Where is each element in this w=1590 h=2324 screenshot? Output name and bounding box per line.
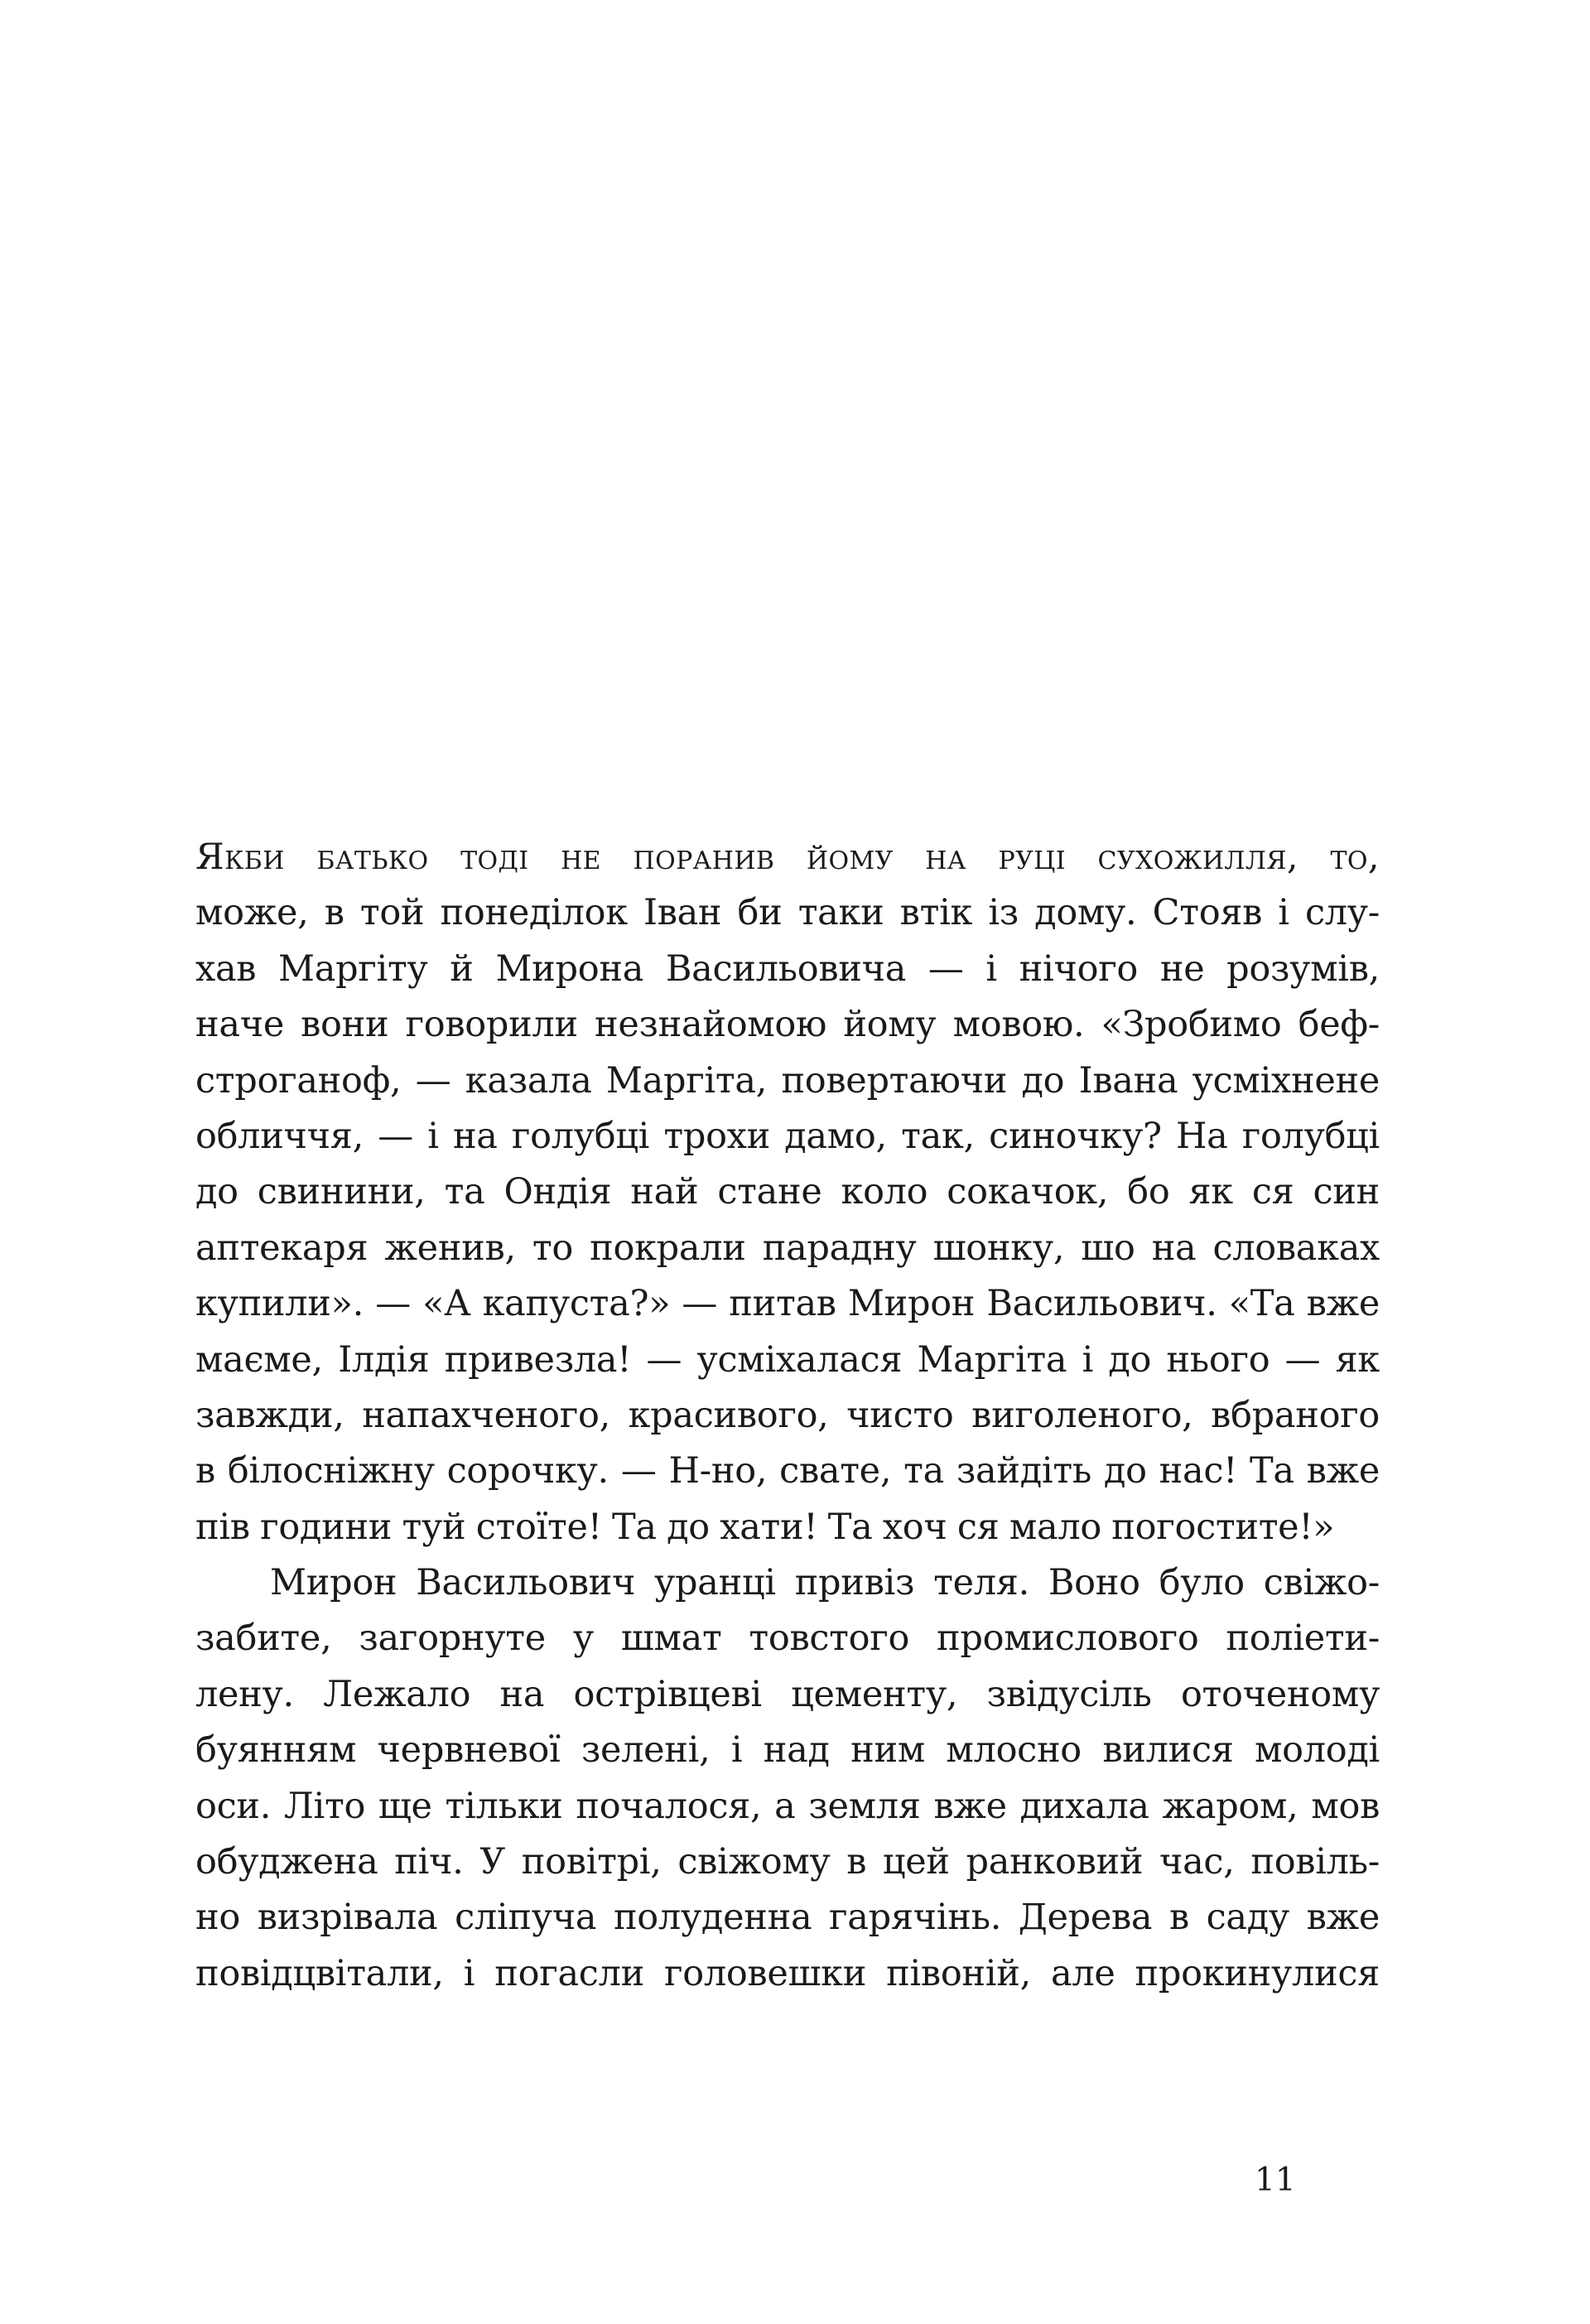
text-line: завжди, напахченого, красивого, чисто виголеного, вбраного (195, 1394, 1380, 1436)
body-text (195, 830, 1380, 2002)
text-line: обуджена піч. У повітрі, свіжому в цей ранковий час, повіль- (195, 1841, 1380, 1883)
text-line: строганоф, — казала Маргіта, повертаючи до Івана усміхнене (195, 1059, 1380, 1102)
text-line: наче вони говорили незнайомою йому мовою. «Зробимо беф- (195, 1004, 1380, 1046)
text-line: в білосніжну сорочку. — Н-но, свате, та зайдіть до нас! Та вже (195, 1450, 1380, 1492)
text-line: повідцвітали, і погасли головешки півоній, але прокинулися (195, 1952, 1380, 1994)
text-line: до свинини, та Ондія най стане коло сокачок, бо як ся син (195, 1171, 1380, 1213)
text-line: маєме, Ілдія привезла! — усміхалася Маргіта і до нього — як (195, 1338, 1380, 1381)
paragraph-1-lead-in: Якби батько тоді не поранив йому на руці сухожилля, то, (195, 837, 1380, 878)
text-line: аптекаря женив, то покрали парадну шонку, шо на словаках (195, 1227, 1380, 1269)
text-line: обличчя, — і на голубці трохи дамо, так, синочку? На голубці (195, 1115, 1380, 1157)
text-line: буянням червневої зелені, і над ним млосно вилися молоді (195, 1729, 1380, 1772)
text-line: може, в той понеділок Іван би таки втік із дому. Стояв і слу- (195, 892, 1380, 934)
page-number: 11 (1255, 2162, 1296, 2199)
text-line: лену. Лежало на острівцеві цементу, звідусіль оточеному (195, 1673, 1380, 1715)
text-line: но визрівала сліпуча полуденна гарячінь. Дерева в саду вже (195, 1897, 1380, 1939)
text-line: купили». — «А капуста?» — питав Мирон Васильович. «Та вже (195, 1283, 1380, 1325)
text-line: оси. Літо ще тільки почалося, а земля вже дихала жаром, мов (195, 1785, 1380, 1827)
text-line: хав Маргіту й Мирона Васильовича — і нічого не розумів, (195, 947, 1380, 990)
text-line: пів години туй стоїте! Та до хати! Та хоч ся мало погостите!» (195, 1506, 1335, 1548)
text-line: забите, загорнуте у шмат товстого промислового поліети- (195, 1618, 1380, 1660)
paragraph-2-first-line: Мирон Васильович уранці привіз теля. Воно було свіжо- (270, 1562, 1380, 1604)
